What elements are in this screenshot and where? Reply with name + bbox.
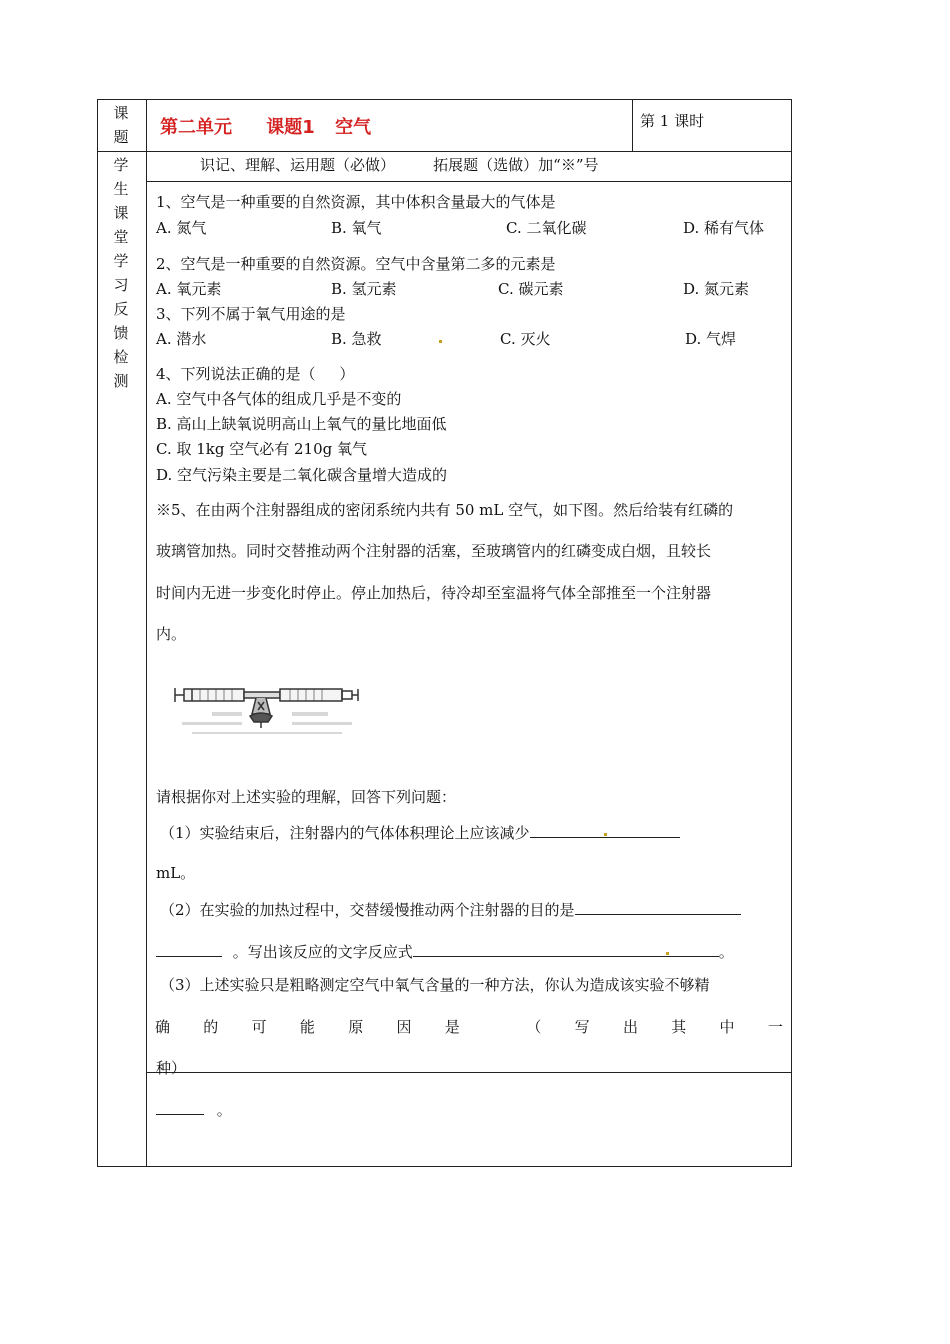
q1-option-a: A. 氮气: [156, 219, 207, 237]
char: 其: [671, 1018, 687, 1036]
q5-sub1-unit: mL。: [156, 864, 196, 882]
q2-stem: 2、空气是一种重要的自然资源。空气中含量第二多的元素是: [156, 255, 556, 273]
guide-divider: [146, 181, 792, 182]
q4-option-c: C. 取 1kg 空气必有 210g 氧气: [156, 440, 368, 458]
q4-option-d: D. 空气污染主要是二氧化碳含量增大造成的: [156, 466, 448, 484]
char: 因: [396, 1018, 412, 1036]
q3-option-d: D. 气焊: [685, 330, 737, 348]
column-divider: [146, 99, 147, 1167]
q3-option-b: B. 急救: [331, 330, 382, 348]
stray-mark: [439, 340, 442, 343]
q2-option-c: C. 碳元素: [498, 280, 564, 298]
q5-sub3: （3）上述实验只是粗略测定空气中氧气含量的一种方法，你认为造成该实验不够精: [160, 976, 710, 994]
q5-sub3-cont: 种）: [156, 1059, 187, 1077]
q5-sub2: [160, 898, 741, 920]
period-divider: [632, 99, 633, 151]
q5-sub1: [160, 821, 680, 843]
q3-option-c: C. 灭火: [500, 330, 551, 348]
char: 中: [719, 1018, 735, 1036]
q5-line-1: ※5、在由两个注射器组成的密闭系统内共有 50 mL 空气，如下图。然后给装有红磷的: [156, 501, 734, 519]
q1-option-d: D. 稀有气体: [683, 219, 765, 237]
lesson-title: 课题1: [266, 117, 315, 138]
q5-line-2: 玻璃管加热。同时交替推动两个注射器的活塞，至玻璃管内的红磷变成白烟，且较长: [156, 542, 712, 560]
q1-stem: 1、空气是一种重要的自然资源，其中体积含量最大的气体是: [156, 193, 556, 211]
q2-option-b: B. 氢元素: [331, 280, 397, 298]
stray-mark: [666, 952, 669, 955]
q5-sub2-text: （2）在实验的加热过程中，交替缓慢推动两个注射器的目的是: [160, 901, 575, 919]
topic-label: 课 题: [113, 104, 129, 146]
char: 确: [155, 1018, 171, 1036]
q1-option-b: B. 氧气: [331, 219, 382, 237]
q5-prompt: 请根据你对上述实验的理解，回答下列问题：: [156, 788, 457, 806]
q5-sub2-mid: 。写出该反应的文字反应式: [232, 943, 413, 961]
q5-sub2-line2: [156, 940, 734, 962]
header-divider: [97, 151, 792, 152]
page-title: [160, 113, 399, 139]
syringe-apparatus-figure: [172, 680, 367, 758]
q5-sub3-line2: [156, 1098, 232, 1120]
q2-option-d: D. 氮元素: [683, 280, 750, 298]
q4-option-b: B. 高山上缺氧说明高山上氧气的量比地面低: [156, 415, 447, 433]
feedback-label: 学 生 课 堂 学 习 反 馈 检 测: [113, 156, 129, 390]
char: 能: [299, 1018, 315, 1036]
q5-sub3-blank-2[interactable]: [156, 1098, 204, 1115]
answer-divider: [146, 1072, 792, 1073]
q3-option-a: A. 潜水: [156, 330, 207, 348]
char: （: [526, 1018, 542, 1036]
q5-sub3-spaced-line: [155, 1016, 783, 1037]
char: 是: [444, 1018, 460, 1036]
char: 的: [203, 1018, 219, 1036]
q4-option-a: A. 空气中各气体的组成几乎是不变的: [156, 390, 402, 408]
char: 写: [574, 1018, 590, 1036]
topic-title: 空气: [335, 117, 372, 138]
q5-sub2-blank-3[interactable]: [413, 940, 719, 957]
q4-stem: 4、下列说法正确的是（ ）: [156, 365, 355, 383]
q5-sub2-end: 。: [718, 943, 734, 961]
char: 一: [767, 1018, 783, 1036]
q5-sub2-blank-2[interactable]: [156, 940, 222, 957]
q5-sub1-text: （1）实验结束后，注射器内的气体体积理论上应该减少: [160, 824, 530, 842]
q3-stem: 3、下列不属于氧气用途的是: [156, 305, 346, 323]
period-label: 第 1 课时: [640, 112, 705, 130]
char: 可: [251, 1018, 267, 1036]
char: 原: [348, 1018, 364, 1036]
q5-sub2-blank-1[interactable]: [575, 898, 741, 915]
q5-line-3: 时间内无进一步变化时停止。停止加热后，待冷却至室温将气体全部推至一个注射器: [156, 584, 712, 602]
q5-line-4: 内。: [156, 625, 187, 643]
q1-option-c: C. 二氧化碳: [506, 219, 587, 237]
unit-title: 第二单元: [160, 117, 232, 138]
q2-option-a: A. 氧元素: [156, 280, 222, 298]
q5-sub3-end: 。: [216, 1101, 232, 1119]
stray-mark: [604, 833, 607, 836]
char: 出: [622, 1018, 638, 1036]
guide-text: 识记、理解、运用题（必做） 拓展题（选做）加“※”号: [200, 156, 599, 174]
